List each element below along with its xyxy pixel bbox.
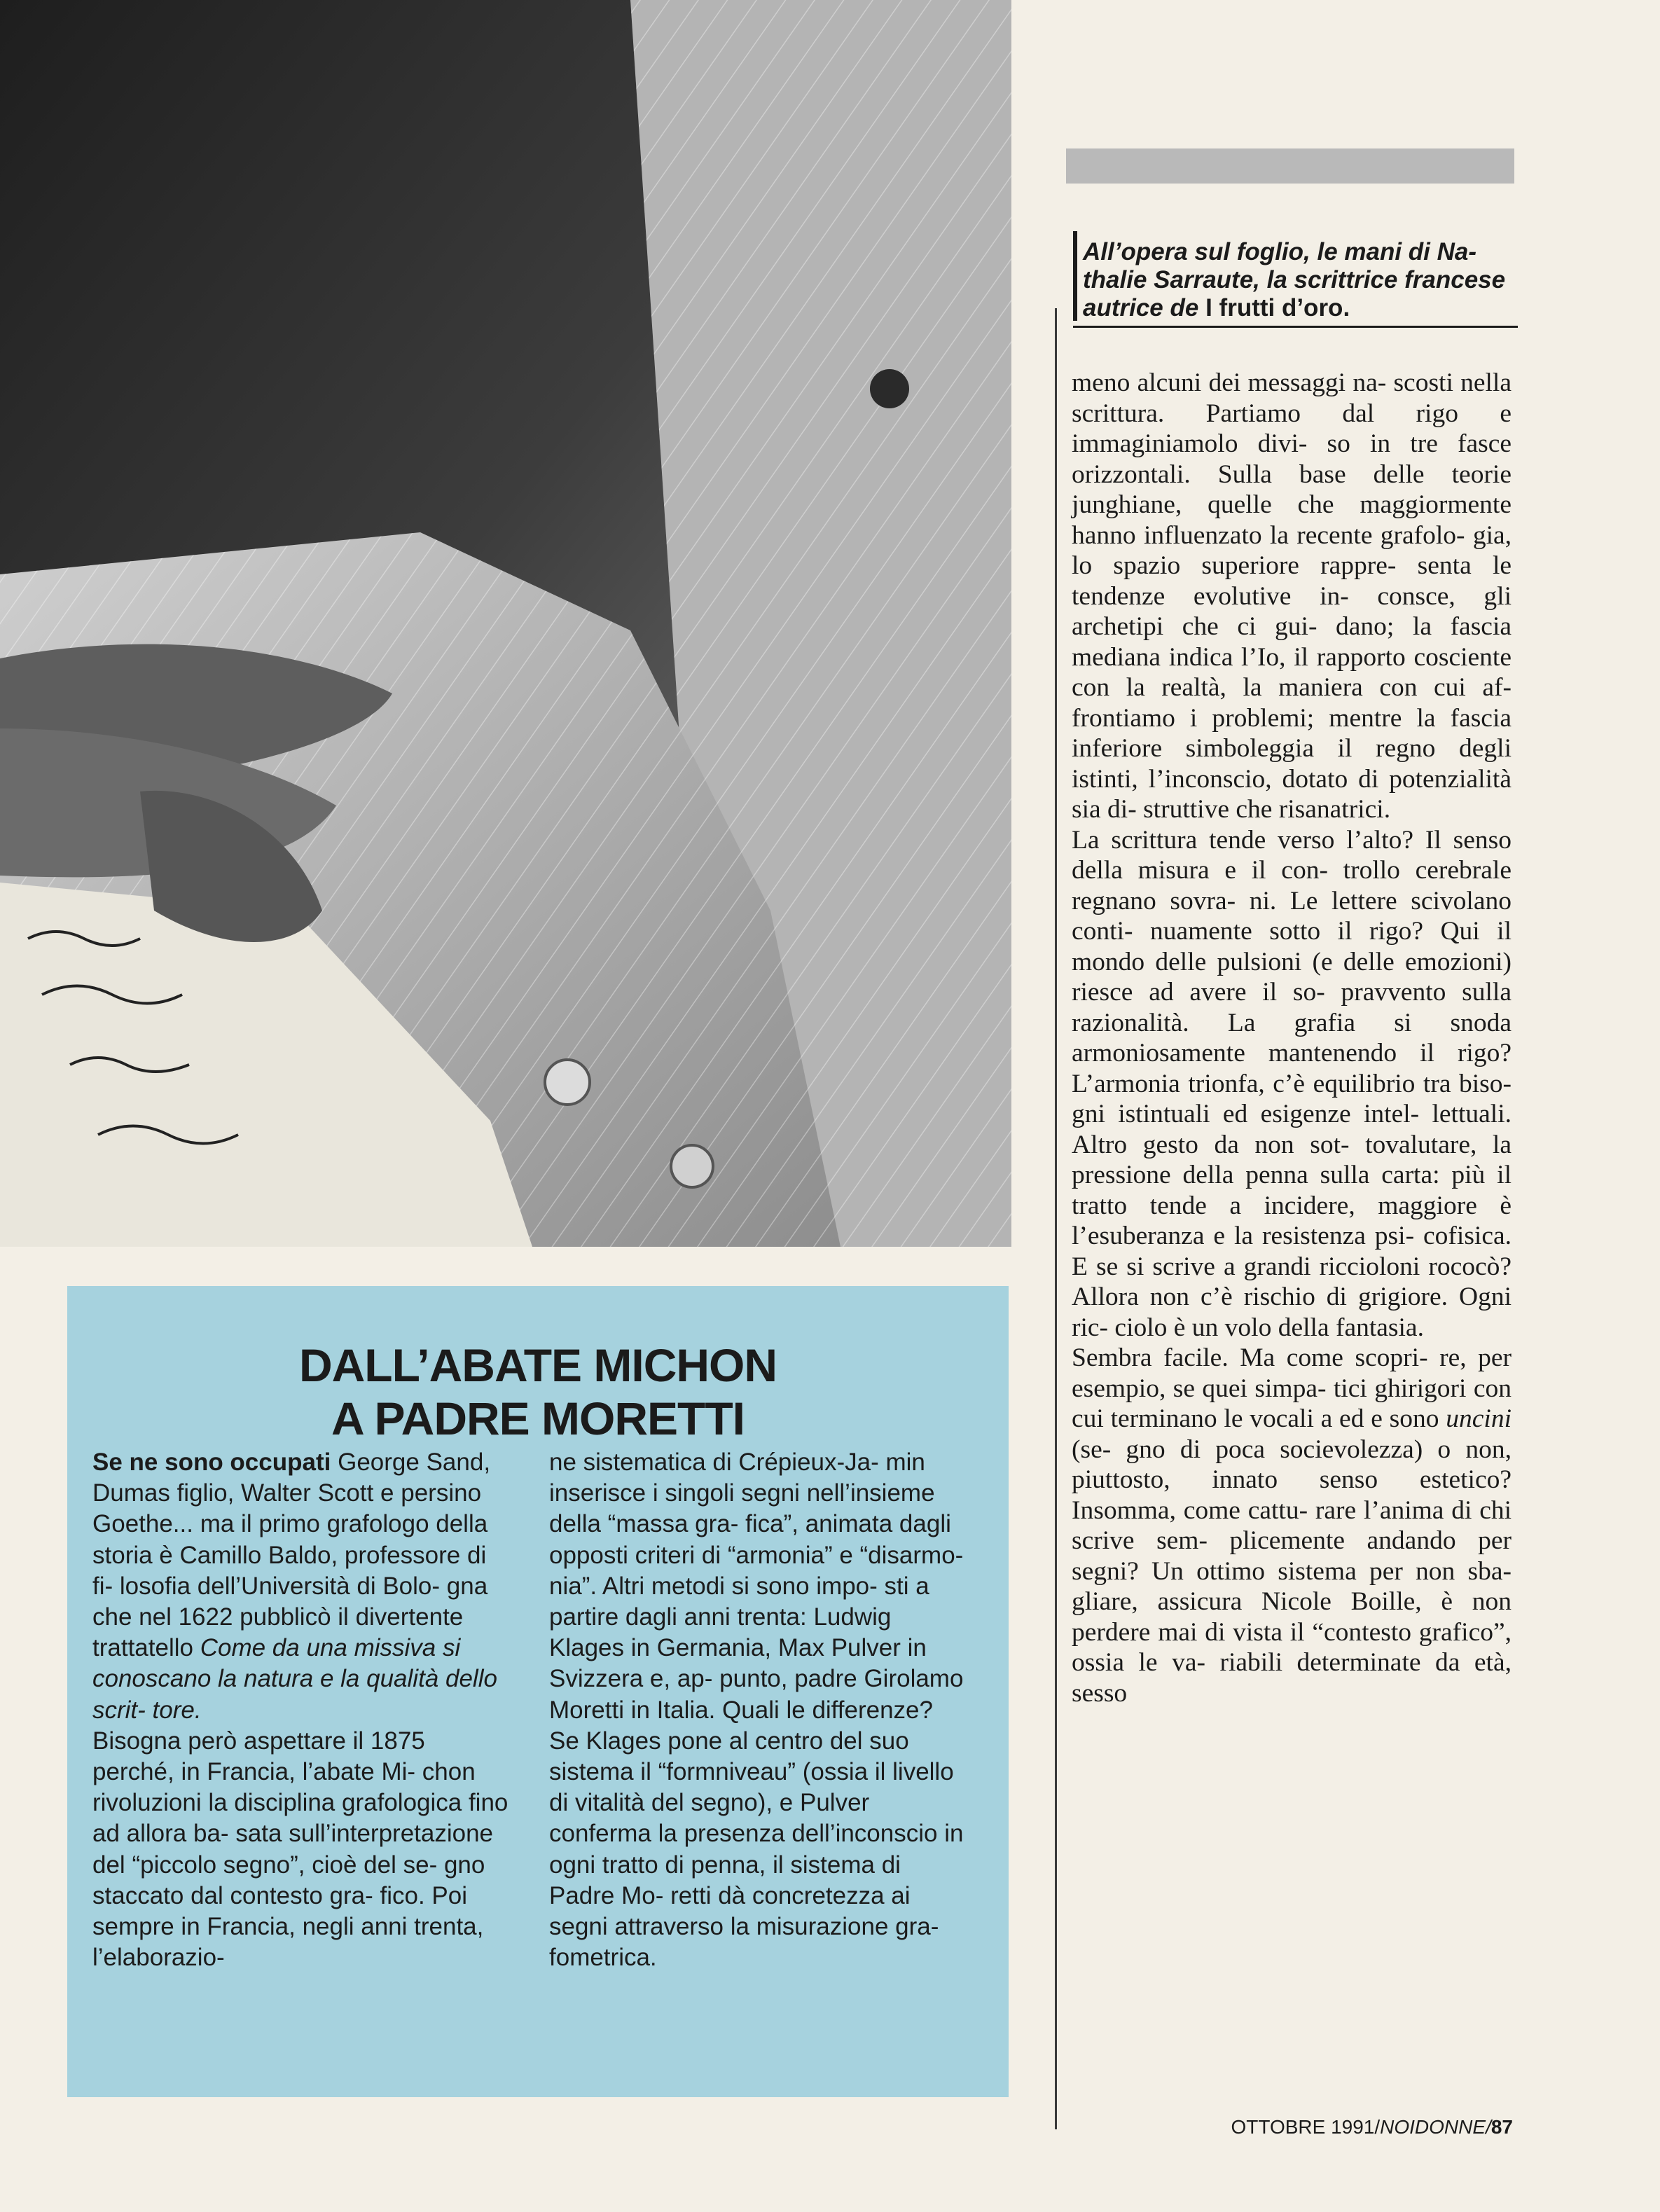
line: nuamente sotto il rigo? Qui il xyxy=(1149,917,1512,946)
line: emozioni) riesce ad avere il so- xyxy=(1072,947,1512,1007)
line: sti a partire dagli anni trenta: xyxy=(549,1572,929,1631)
line: trollo cerebrale regnano sovra- xyxy=(1072,856,1512,915)
photo xyxy=(0,0,1011,1247)
line: Klages pone al centro del suo xyxy=(586,1727,909,1755)
line: Un ottimo sistema per non sba- xyxy=(1151,1556,1512,1586)
line: consce, gli archetipi che ci gui- xyxy=(1072,581,1512,641)
line: nia”. Altri metodi si sono impo- xyxy=(549,1572,878,1600)
article-paragraph-1 xyxy=(1072,368,1512,825)
line: livello di vitalità del segno), e xyxy=(549,1758,954,1817)
line: perché, in Francia, l’abate Mi- xyxy=(92,1758,416,1786)
article-column xyxy=(1072,368,1512,2122)
caption-rule xyxy=(1073,231,1077,321)
line: tovalutare, la pressione della xyxy=(1072,1130,1512,1189)
grey-header-bar xyxy=(1066,148,1514,184)
line: l’esuberanza e la resistenza psi- xyxy=(1072,1222,1415,1250)
photo-caption xyxy=(1083,238,1506,322)
line: plicemente andando per segni? xyxy=(1072,1526,1512,1586)
line: sata sull’interpretazione del xyxy=(92,1820,494,1879)
line: min inserisce i singoli segni xyxy=(549,1449,925,1507)
line: Camillo Baldo, professore di fi- xyxy=(92,1541,487,1600)
line: cofisica. E se si scrive a grandi xyxy=(1072,1222,1512,1281)
line: riccioloni rococò? Allora non xyxy=(1072,1252,1512,1311)
line: scosti nella scrittura. Partiamo xyxy=(1072,368,1512,428)
line: senta le tendenze evolutive in- xyxy=(1072,551,1512,611)
sidebar-title xyxy=(67,1339,1009,1445)
line: estetico? Insomma, come cattu- xyxy=(1072,1465,1512,1525)
line: frontiamo i problemi; mentre la xyxy=(1072,703,1436,733)
line: ne sistematica di Crépieux-Ja- xyxy=(549,1449,879,1476)
line: Bisogna però aspettare il 1875 xyxy=(92,1727,425,1755)
line: base delle teorie junghiane, xyxy=(1072,459,1512,519)
line: tende a incidere, maggiore è xyxy=(1149,1191,1512,1220)
line: attraverso la misurazione gra- xyxy=(614,1913,939,1941)
column-rule xyxy=(1055,308,1057,2129)
line: ni. Le lettere scivolano conti- xyxy=(1072,886,1512,946)
line: chon rivoluzioni la disciplina xyxy=(92,1758,476,1817)
line: dano; la fascia mediana indica xyxy=(1072,612,1512,672)
line: Max Pulver in Svizzera e, ap- xyxy=(549,1634,927,1693)
line: gni istintuali ed esigenze intel- xyxy=(1072,1100,1420,1128)
line: mondo delle pulsioni (e delle xyxy=(1072,947,1395,976)
footer-magazine: NOIDONNE xyxy=(1380,2116,1486,2138)
line: regno degli istinti, l’inconscio, xyxy=(1072,734,1512,794)
line: la realtà, la maniera con cui af- xyxy=(1126,673,1512,702)
line: La scrittura tende verso l’alto? xyxy=(1072,825,1414,855)
lead-in: Se ne sono occupati xyxy=(92,1449,331,1476)
line: punto, padre Girolamo Moretti xyxy=(549,1665,964,1724)
line: non, piuttosto, innato senso xyxy=(1072,1435,1512,1494)
line: non perdere mai di vista il xyxy=(1072,1587,1512,1647)
line: Ludwig Klages in Germania, xyxy=(549,1603,892,1662)
line: nell’insieme della “massa gra- xyxy=(549,1479,935,1538)
book-title: natura e la qualità dello scrit- xyxy=(92,1665,497,1724)
line: ciolo è un volo della fantasia. xyxy=(1114,1313,1424,1342)
line: dotato di potenzialità sia di- xyxy=(1072,764,1512,824)
line: “piccolo segno”, cioè del se- xyxy=(132,1851,438,1879)
book-title: tore. xyxy=(152,1696,202,1724)
italic-word: uncini xyxy=(1446,1404,1512,1433)
page-number: 87 xyxy=(1490,2116,1513,2138)
book-title: Come da xyxy=(200,1634,300,1662)
sidebar-title-line: A PADRE MORETTI xyxy=(331,1392,745,1444)
line: quelle che maggiormente hanno xyxy=(1072,490,1512,550)
line: riabili determinate da età, sesso xyxy=(1072,1648,1512,1708)
line: gno di poca socievolezza) o xyxy=(1126,1435,1451,1464)
line: George xyxy=(338,1449,420,1476)
line: grafia si snoda armoniosamente xyxy=(1072,1008,1512,1067)
sidebar-paragraph xyxy=(549,1447,969,1973)
sidebar-box xyxy=(67,1286,1009,2097)
line: Pulver conferma la presenza xyxy=(549,1789,870,1848)
footer-date: OTTOBRE 1991/ xyxy=(1231,2116,1381,2138)
book-title: una missiva si conoscano la xyxy=(92,1634,461,1693)
line: gia, lo spazio superiore rappre- xyxy=(1072,520,1512,580)
article-paragraph-2 xyxy=(1072,825,1512,1343)
line: sistema il “formniveau” (ossia il xyxy=(549,1758,886,1786)
line: negli anni trenta, l’elaborazio- xyxy=(92,1913,484,1972)
line: gno staccato dal contesto gra- xyxy=(92,1851,485,1909)
line: retti dà concretezza ai segni xyxy=(549,1881,911,1941)
sidebar-title-line: DALL’ABATE MICHON xyxy=(298,1339,777,1391)
line: struttive che risanatrici. xyxy=(1143,795,1391,824)
line: Il senso della misura e il con- xyxy=(1072,825,1512,885)
line: gliare, assicura Nicole Boille, è xyxy=(1072,1587,1453,1616)
line: penna, il sistema di Padre Mo- xyxy=(549,1851,901,1909)
sidebar-column-right xyxy=(549,1447,969,1973)
line: le vocali a ed e sono xyxy=(1224,1404,1439,1433)
line: c’è rischio di grigiore. Ogni ric- xyxy=(1072,1283,1512,1342)
line: tici ghirigori con cui terminano xyxy=(1072,1374,1512,1433)
line: Sand, Dumas figlio, Walter xyxy=(92,1449,491,1507)
line: Sembra facile. Ma come scopri- xyxy=(1072,1343,1428,1372)
line: primo grafologo della storia è xyxy=(92,1510,488,1569)
line: pravvento sulla razionalità. La xyxy=(1072,978,1512,1037)
line: lettuali. Altro gesto da non sot- xyxy=(1072,1100,1512,1159)
caption-book-title: I frutti d’oro. xyxy=(1205,294,1350,322)
footer-separator: / xyxy=(1486,2116,1491,2138)
line: mantenendo il rigo? L’armonia xyxy=(1072,1039,1512,1098)
photo-hands-writing-icon xyxy=(0,0,1011,1247)
line: fascia inferiore simboleggia il xyxy=(1072,703,1512,763)
line: grafologica fino ad allora ba- xyxy=(92,1789,509,1848)
sidebar-column-left xyxy=(92,1447,510,1973)
line: l’Io, il rapporto cosciente con xyxy=(1072,642,1512,702)
line: so in tre fasce orizzontali. Sulla xyxy=(1072,429,1512,489)
sidebar-paragraph xyxy=(92,1447,510,1726)
line: trionfa, c’è equilibrio tra biso- xyxy=(1188,1069,1512,1098)
caption-divider xyxy=(1073,326,1518,328)
line: losofia dell’Università di Bolo- xyxy=(119,1572,441,1600)
line: re, per esempio, se quei simpa- xyxy=(1072,1343,1512,1403)
line: fometrica. xyxy=(549,1944,657,1972)
line: penna sulla carta: più il tratto xyxy=(1072,1161,1512,1220)
line: rare l’anima di chi scrive sem- xyxy=(1072,1495,1512,1555)
line: (se- xyxy=(1072,1435,1112,1464)
line: fico. Poi sempre in Francia, xyxy=(92,1881,468,1941)
line: influenzato la recente grafolo- xyxy=(1143,520,1465,550)
page-footer xyxy=(1184,2115,1513,2139)
line: Scott e persino Goethe... ma il xyxy=(92,1479,482,1538)
line: divertente trattatello xyxy=(92,1603,464,1662)
line: dell’inconscio in ogni tratto di xyxy=(549,1820,964,1879)
sidebar-paragraph xyxy=(92,1726,510,1974)
line: dal rigo e immaginiamolo divi- xyxy=(1072,399,1512,458)
line: fica”, animata dagli opposti xyxy=(549,1510,951,1569)
line: criteri di “armonia” e “disarmo- xyxy=(635,1541,964,1569)
article-paragraph-3 xyxy=(1072,1343,1512,1708)
line: gna che nel 1622 pubblicò il xyxy=(92,1572,488,1631)
caption-text: All’opera sul foglio, le mani di Nathalie Sarraute, la scrittrice francese autrice de xyxy=(1083,238,1506,322)
line: in Italia. Quali le differenze? Se xyxy=(549,1696,933,1755)
line: “contesto grafico”, ossia le va- xyxy=(1072,1617,1512,1677)
line: meno alcuni dei messaggi na- xyxy=(1072,368,1387,397)
